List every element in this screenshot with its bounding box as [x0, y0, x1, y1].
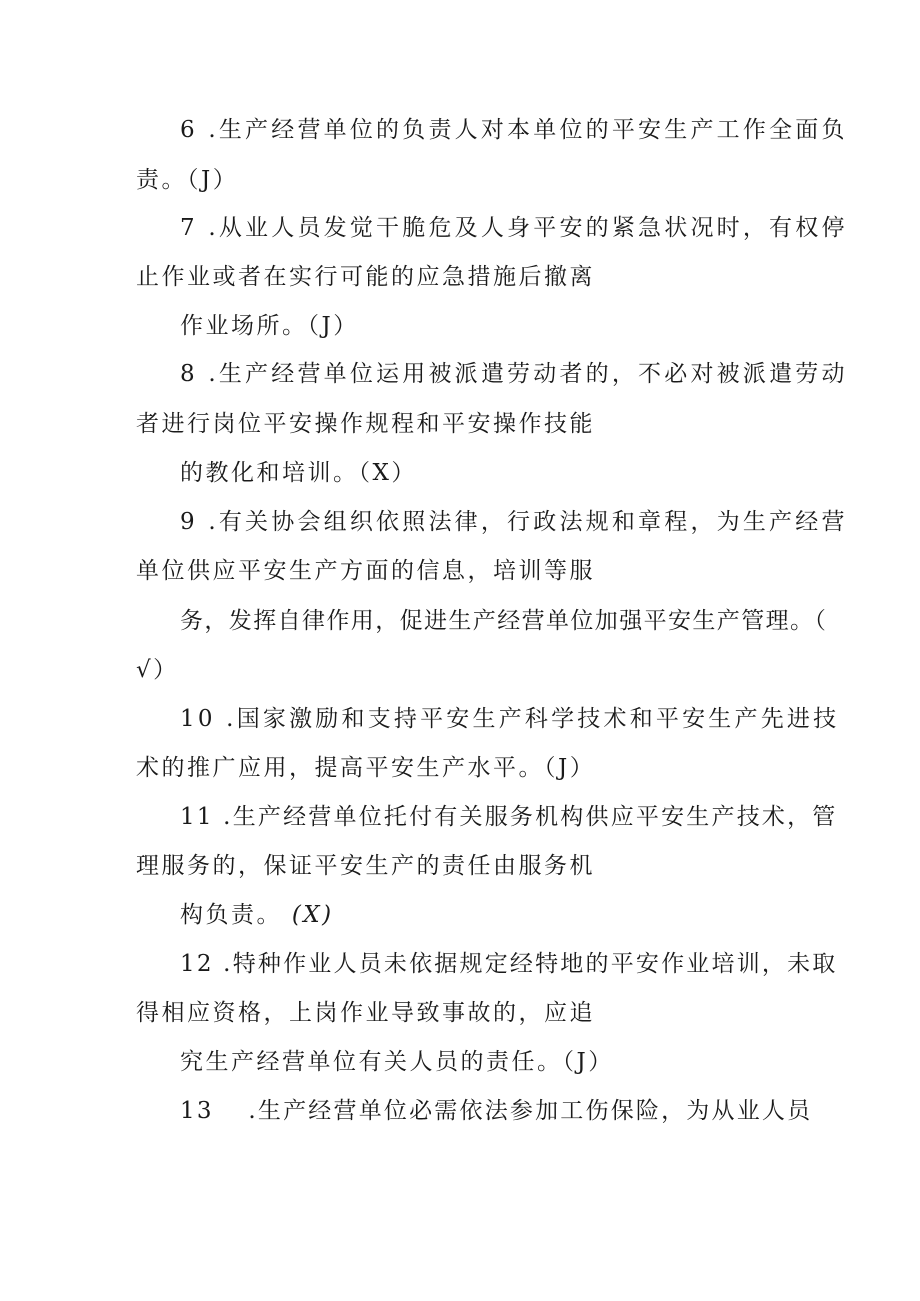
q9-line-4: √）	[136, 657, 179, 683]
q12-line-3: 究生产经营单位有关人员的责任。（J）	[180, 1049, 614, 1075]
q7-line-1: 7 .从业人员发觉干脆危及人身平安的紧急状况时，有权停	[180, 215, 848, 241]
q13-line-1: 13 .生产经营单位必需依法参加工伤保险，为从业人员	[180, 1098, 813, 1124]
q11-answer: (X)	[291, 902, 334, 928]
q11-line-3-text: 构负责。	[180, 902, 282, 928]
q9-line-3: 务，发挥自律作用，促进生产经营单位加强平安生产管理。（	[180, 608, 828, 634]
q12-line-2: 得相应资格，上岗作业导致事故的，应追	[136, 1000, 595, 1026]
q7-line-2: 止作业或者在实行可能的应急措施后撤离	[136, 264, 595, 290]
q11-line-3	[180, 900, 334, 930]
q12-line-1: 12 .特种作业人员未依据规定经特地的平安作业培训，未取	[180, 951, 838, 977]
q7-line-3: 作业场所。（J）	[180, 313, 359, 339]
q6-line-2: 责。（J）	[136, 167, 239, 193]
q10-line-2: 术的推广应用，提高平安生产水平。（J）	[136, 755, 596, 781]
q9-line-1: 9 .有关协会组织依照法律，行政法规和章程，为生产经营	[180, 509, 848, 535]
q8-line-3: 的教化和培训。（X）	[180, 460, 417, 486]
q6-line-1: 6 .生产经营单位的负责人对本单位的平安生产工作全面负	[180, 117, 848, 143]
q11-line-2: 理服务的，保证平安生产的责任由服务机	[136, 853, 595, 879]
q8-line-1: 8 .生产经营单位运用被派遣劳动者的，不必对被派遣劳动	[180, 361, 848, 387]
q10-line-1: 10 .国家激励和支持平安生产科学技术和平安生产先进技	[180, 706, 840, 732]
q11-line-1: 11 .生产经营单位托付有关服务机构供应平安生产技术，管	[180, 804, 838, 830]
q9-line-2: 单位供应平安生产方面的信息，培训等服	[136, 558, 595, 584]
q8-line-2: 者进行岗位平安操作规程和平安操作技能	[136, 411, 595, 437]
